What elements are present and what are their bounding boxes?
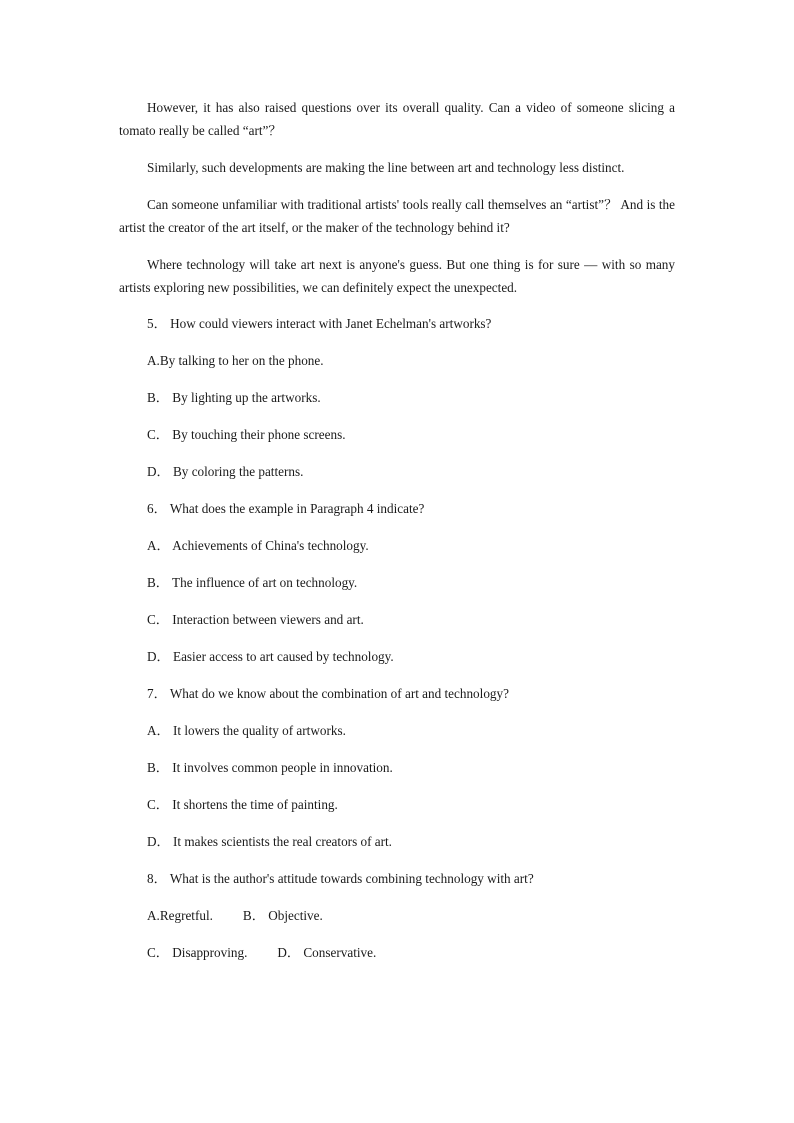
question-8-option-d: D． Conservative. <box>277 945 377 960</box>
question-8-option-c: C． Disapproving. <box>147 945 248 960</box>
question-5-option-b: B． By lighting up the artworks. <box>147 390 321 405</box>
question-6-option-a: A． Achievements of China's technology. <box>147 538 369 553</box>
question-6-option-d: D． Easier access to art caused by technology. <box>147 649 394 664</box>
question-7-option-c: C． It shortens the time of painting. <box>147 797 338 812</box>
question-6-option-b: B． The influence of art on technology. <box>147 575 358 590</box>
question-6-stem: 6． What does the example in Paragraph 4 indicate? <box>147 501 425 516</box>
question-7-option-b: B． It involves common people in innovation. <box>147 760 393 775</box>
question-8 <box>119 867 675 964</box>
document-page <box>119 96 675 978</box>
question-7-stem: 7． What do we know about the combination of art and technology? <box>147 686 509 701</box>
question-8-option-b: B． Objective. <box>242 908 323 923</box>
passage-paragraph-2: Similarly, such developments are making the line between art and technology less distinct. <box>147 160 625 175</box>
question-6 <box>119 497 675 668</box>
question-6-option-c: C． Interaction between viewers and art. <box>147 612 364 627</box>
question-7 <box>119 682 675 853</box>
passage-paragraph-4: Where technology will take art next is anyone's guess. But one thing is for sure — with so many artists exploring new possibilities, we can definitely expect the unexpected. <box>119 257 675 295</box>
question-7-option-d: D． It makes scientists the real creators of art. <box>147 834 392 849</box>
question-5-stem: 5． How could viewers interact with Janet Echelman's artworks? <box>147 316 492 331</box>
question-5-option-a: A.By talking to her on the phone. <box>147 353 324 368</box>
passage-paragraph-1: However, it has also raised questions over its overall quality. Can a video of someone slicing a tomato really be called “art”？ <box>119 100 675 138</box>
passage-paragraph-3: Can someone unfamiliar with traditional artists' tools really call themselves an “artist”？ And is the artist the creator of the art itself, or the maker of the technology behind it? <box>119 197 675 235</box>
question-8-option-a: A.Regretful. <box>147 908 213 923</box>
question-5 <box>119 312 675 483</box>
question-8-stem: 8． What is the author's attitude towards combining technology with art? <box>147 871 534 886</box>
question-8-options-row-1 <box>147 904 675 927</box>
question-5-option-c: C． By touching their phone screens. <box>147 427 346 442</box>
question-7-option-a: A． It lowers the quality of artworks. <box>147 723 346 738</box>
question-8-options-row-2 <box>147 941 675 964</box>
question-5-option-d: D． By coloring the patterns. <box>147 464 304 479</box>
